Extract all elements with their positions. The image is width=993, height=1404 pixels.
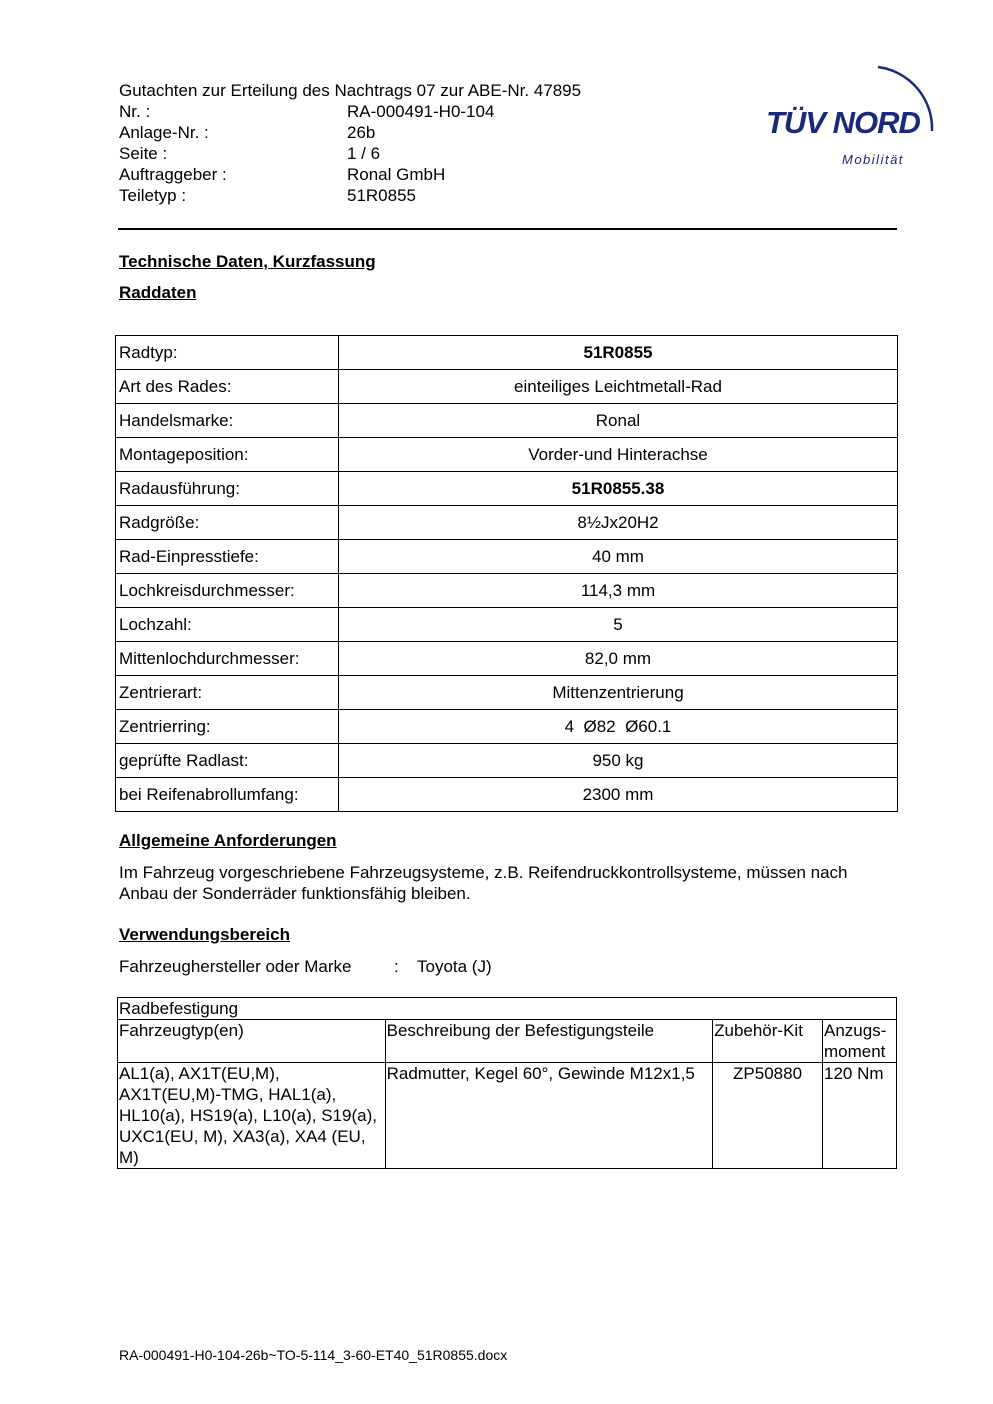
raddaten-value: einteiliges Leichtmetall-Rad — [339, 370, 898, 404]
document-title: Gutachten zur Erteilung des Nachtrags 07 zur ABE-Nr. 47895 — [119, 81, 582, 100]
table-row — [116, 710, 898, 744]
table-row — [116, 574, 898, 608]
table-row — [116, 540, 898, 574]
logo-subtitle: Mobilität — [842, 152, 904, 167]
raddaten-value: 40 mm — [339, 540, 898, 574]
section-heading-raddaten: Raddaten — [119, 283, 197, 302]
header-value: Ronal GmbH — [347, 165, 446, 184]
allgemeine-text: Im Fahrzeug vorgeschriebene Fahrzeugsysteme, z.B. Reifendruckkontrollsysteme, müssen nach Anbau der Sonderräder funktionsfähig bleiben. — [119, 863, 848, 903]
header-label: Nr. : — [119, 102, 151, 121]
raddaten-value: 51R0855 — [339, 336, 898, 370]
raddaten-label: Radgröße: — [116, 506, 339, 540]
header-cell-fahrzeugtyp: Fahrzeugtyp(en) — [118, 1020, 386, 1063]
table-row — [116, 642, 898, 676]
section-heading-allgemeine: Allgemeine Anforderungen — [119, 831, 337, 850]
radbefestigung-table — [117, 997, 897, 1169]
cell-anzugsmoment: 120 Nm — [823, 1063, 897, 1169]
header-label: Anlage-Nr. : — [119, 123, 209, 142]
raddaten-value: 114,3 mm — [339, 574, 898, 608]
raddaten-value: 51R0855.38 — [339, 472, 898, 506]
footer-filename: RA-000491-H0-104-26b~TO-5-114_3-60-ET40_51R0855.docx — [119, 1347, 508, 1363]
hersteller-label: Fahrzeughersteller oder Marke — [119, 957, 352, 976]
header-value: 51R0855 — [347, 186, 417, 205]
radbefestigung-title: Radbefestigung — [118, 998, 897, 1020]
cell-beschreibung: Radmutter, Kegel 60°, Gewinde M12x1,5 — [385, 1063, 712, 1169]
header-divider — [118, 228, 897, 230]
table-row — [116, 778, 898, 812]
header-value: RA-000491-H0-104 — [347, 102, 495, 121]
raddaten-label: bei Reifenabrollumfang: — [116, 778, 339, 812]
cell-zubehoer-kit: ZP50880 — [713, 1063, 823, 1169]
table-row — [118, 1063, 897, 1169]
table-row — [116, 472, 898, 506]
cell-fahrzeugtypen: AL1(a), AX1T(EU,M), AX1T(EU,M)-TMG, HAL1(a), HL10(a), HS19(a), L10(a), S19(a), UXC1(EU, M), XA3(a), XA4 (EU, M) — [118, 1063, 386, 1169]
hersteller-value: Toyota (J) — [417, 957, 492, 976]
section-heading-verwendung: Verwendungsbereich — [119, 925, 290, 944]
table-row — [116, 506, 898, 540]
raddaten-label: Radtyp: — [116, 336, 339, 370]
raddaten-label: Art des Rades: — [116, 370, 339, 404]
table-row — [116, 370, 898, 404]
table-row — [116, 744, 898, 778]
raddaten-label: Zentrierart: — [116, 676, 339, 710]
table-row — [116, 336, 898, 370]
logo-brand: TÜV NORD — [766, 105, 920, 140]
table-row — [116, 608, 898, 642]
table-row — [116, 404, 898, 438]
header-value: 1 / 6 — [347, 144, 381, 163]
section-heading-technische-daten: Technische Daten, Kurzfassung — [119, 252, 376, 271]
raddaten-value: Mittenzentrierung — [339, 676, 898, 710]
raddaten-value: Vorder-und Hinterachse — [339, 438, 898, 472]
raddaten-value: Ronal — [339, 404, 898, 438]
raddaten-value: 2300 mm — [339, 778, 898, 812]
header-cell-beschreibung: Beschreibung der Befestigungsteile — [385, 1020, 712, 1063]
raddaten-label: Radausführung: — [116, 472, 339, 506]
raddaten-label: Rad-Einpresstiefe: — [116, 540, 339, 574]
raddaten-table — [115, 335, 898, 812]
raddaten-value: 82,0 mm — [339, 642, 898, 676]
header-label: Seite : — [119, 144, 168, 163]
hersteller-separator: : — [394, 957, 399, 976]
raddaten-value: 8½Jx20H2 — [339, 506, 898, 540]
header-cell-zubehoer: Zubehör-Kit — [713, 1020, 823, 1063]
raddaten-value: 4 Ø82 Ø60.1 — [339, 710, 898, 744]
raddaten-label: geprüfte Radlast: — [116, 744, 339, 778]
table-row — [116, 438, 898, 472]
raddaten-label: Lochzahl: — [116, 608, 339, 642]
header-value: 26b — [347, 123, 376, 142]
raddaten-label: Mittenlochdurchmesser: — [116, 642, 339, 676]
raddaten-value: 5 — [339, 608, 898, 642]
raddaten-label: Montageposition: — [116, 438, 339, 472]
header-label: Teiletyp : — [119, 186, 187, 205]
header-label: Auftraggeber : — [119, 165, 227, 184]
raddaten-label: Lochkreisdurchmesser: — [116, 574, 339, 608]
tuv-nord-logo — [760, 55, 945, 175]
table-row — [116, 676, 898, 710]
raddaten-label: Handelsmarke: — [116, 404, 339, 438]
raddaten-value: 950 kg — [339, 744, 898, 778]
header-cell-anzugsmoment: Anzugs-moment — [823, 1020, 897, 1063]
raddaten-label: Zentrierring: — [116, 710, 339, 744]
